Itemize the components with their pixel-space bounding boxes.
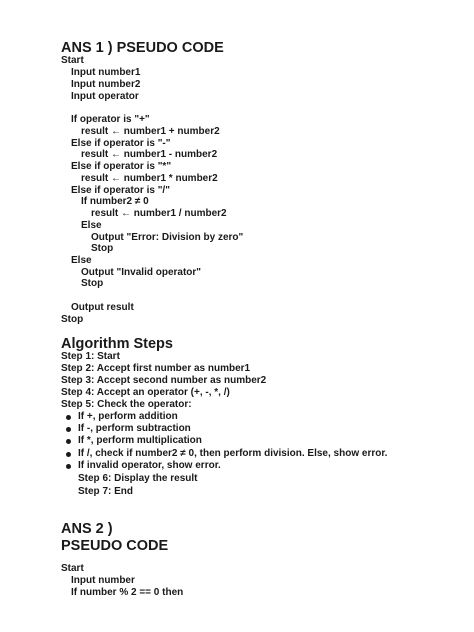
section1-heading: ANS 1 ) PSEUDO CODE	[61, 40, 224, 56]
code-line: Input number	[71, 575, 135, 586]
code-line: Start	[61, 55, 84, 66]
code-line: Stop	[61, 314, 84, 325]
bullet-item: If -, perform subtraction	[78, 423, 191, 434]
code-line: If number2 ≠ 0	[81, 196, 149, 207]
section2-heading: Algorithm Steps	[61, 336, 173, 352]
bullet-item: If +, perform addition	[78, 411, 178, 422]
bullet-item: If invalid operator, show error.	[78, 460, 221, 471]
section3-heading: ANS 2 )	[61, 521, 113, 537]
code-line: Start	[61, 563, 84, 574]
bullet-item: If /, check if number2 ≠ 0, then perform division. Else, show error.	[78, 448, 388, 459]
code-line: Else if operator is "*"	[71, 161, 172, 172]
code-line: Output "Invalid operator"	[81, 267, 202, 278]
code-line: If operator is "+"	[71, 114, 150, 125]
code-line: result ← number1 * number2	[81, 173, 218, 184]
code-line: Else if operator is "/"	[71, 185, 170, 196]
algorithm-step: Step 3: Accept second number as number2	[61, 375, 267, 386]
code-line: Input number2	[71, 79, 141, 90]
code-line: Stop	[81, 278, 104, 289]
code-line: Else	[71, 255, 92, 266]
section3-heading: PSEUDO CODE	[61, 538, 169, 554]
bullet-item: If *, perform multiplication	[78, 435, 202, 446]
code-line: Input number1	[71, 67, 141, 78]
code-line: Else if operator is "-"	[71, 138, 171, 149]
code-line: Else	[81, 220, 102, 231]
algorithm-step: Step 7: End	[78, 486, 134, 497]
algorithm-step: Step 1: Start	[61, 351, 120, 362]
algorithm-step: Step 2: Accept first number as number1	[61, 363, 251, 374]
algorithm-step: Step 5: Check the operator:	[61, 399, 192, 410]
code-line: result ← number1 / number2	[91, 208, 227, 219]
code-line: If number % 2 == 0 then	[71, 587, 184, 598]
code-line: Stop	[91, 243, 114, 254]
algorithm-step: Step 6: Display the result	[78, 473, 198, 484]
code-line: Output "Error: Division by zero"	[91, 232, 244, 243]
code-line: result ← number1 + number2	[81, 126, 220, 137]
algorithm-step: Step 4: Accept an operator (+, -, *, /)	[61, 387, 230, 398]
code-line: result ← number1 - number2	[81, 149, 218, 160]
code-line: Input operator	[71, 91, 139, 102]
code-line: Output result	[71, 302, 134, 313]
